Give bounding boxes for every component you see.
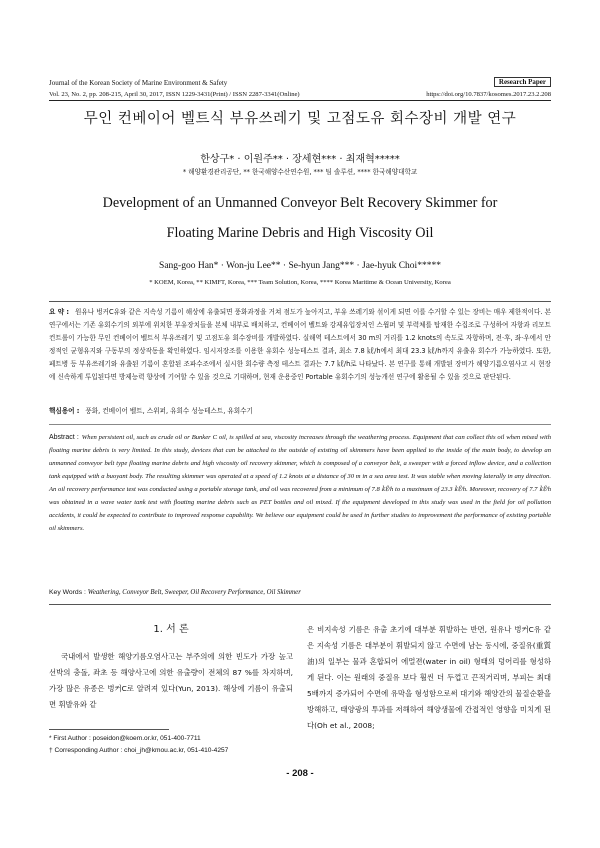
keywords-rule (49, 424, 551, 425)
footnotes (49, 733, 293, 757)
english-keywords-label: Key Words : (49, 589, 86, 596)
english-title-line-2: Floating Marine Debris and High Viscosity Oil (166, 225, 434, 241)
korean-authors: 한상구* · 이원주** · 장세현*** · 최재혁***** (200, 154, 400, 165)
english-affiliations: * KOEM, Korea, ** KIMFT, Korea, *** Team Solution, Korea, **** Korea Maritime & Ocean University, Korea (149, 279, 451, 286)
korean-abstract (49, 306, 551, 384)
korean-keywords-text: 풍화, 컨베이어 벨트, 스위퍼, 유회수 성능테스트, 유회수기 (85, 407, 253, 415)
korean-keywords-label: 핵심용어 : (49, 407, 80, 415)
journal-name: Journal of the Korean Society of Marine Environment & Safety (49, 79, 228, 87)
english-abstract-label: Abstract : (49, 434, 79, 441)
volume-info: Vol. 23, No. 2, pp. 208-215, April 30, 2017, ISSN 1229-3431(Print) / ISSN 2287-3341(Online) (49, 91, 300, 98)
english-keywords (49, 589, 551, 596)
section-heading: 1. 서 론 (153, 624, 189, 635)
header-rule (49, 100, 551, 101)
intro-paragraph-left: 국내에서 발생한 해양기름오염사고는 부주의에 의한 빈도가 가장 높고 선박의 충돌, 좌초 등 해양사고에 의한 유출량이 전체의 87 %를 차지하며, 가장 많은 유종은 벙커C로 알려져 있다(Yun, 2013). 해상에 기름이 유출되면 휘발유와 같 (49, 652, 293, 709)
footnote-rule (49, 729, 169, 730)
abstract-rule (49, 301, 551, 302)
right-column (307, 622, 551, 734)
english-keywords-text: Weathering, Conveyor Belt, Sweeper, Oil Recovery Performance, Oil Skimmer (87, 589, 301, 596)
korean-abstract-text: 원유나 벙커C유와 같은 지속성 기름이 해상에 유출되면 풍화과정을 거쳐 점도가 높아지고, 부유 쓰레기와 섞이게 되면 이를 수거할 수 있는 장비는 매우 제한적이다. 본 연구에서는 기존 유회수기의 외부에 위치한 부유장치들을 본체 내부로 배치하고, 컨베이어 벨트와 강제유입장치인 스윕퍼 및 부력체를 탑재한 수집조로 구성하여 자항과 리모트컨트롤이 가능한 무인 컨베이어 벨트식 부유쓰레기 및 고점도유 회수장비를 개발하였다. 실해역 테스트에서 30 m의 거리를 1.2 knots의 속도로 자항하며, 전·후, 좌·우에서 안정적인 균형유지와 구동부의 정상작동을 확인하였다. 임시저장조를 이용한 유회수 성능테스트 결과, 최소 7.8 ㎘/h에서 최대 23.3 ㎘/h까지 유출유 회수가 가능하였다. 또한, 페트병 등 부유쓰레기와 유출된 기름이 혼합된 조파수조에서 실시한 회수량 측정 테스트 결과는 7.7 ㎘/h로 나타났다. 본 연구를 통해 개발된 장비가 해양기름오염사고 시 현장에 신속하게 투입된다면 방제능력 향상에 기여할 수 있을 것으로 기대하며, 현재 운용중인 Portable 유회수기의 성능개선 연구에 활용될 수 있을 것으로 판단된다. (49, 308, 551, 381)
korean-title: 무인 컨베이어 벨트식 부유쓰레기 및 고점도유 회수장비 개발 연구 (83, 111, 517, 127)
english-keywords-rule (49, 604, 551, 605)
korean-affiliations: * 해양환경관리공단, ** 한국해양수산연수원, *** 팀 솔루션, **** 한국해양대학교 (182, 168, 418, 176)
article-type-badge: Research Paper (494, 77, 551, 87)
left-column (49, 620, 293, 713)
english-abstract-text: When persistent oil, such as crude oil or Bunker C oil, is spilled at sea, viscosity increases through the weathering process. Equipment that can collect this oil when mixed with floating marine debris is very limited. In this study, devices that can be attached to the outside of existing oil skimmers have been applied to the inside of the main body, to develop an unmanned conveyor belt type floating marine debris and high viscosity oil recovery skimmer, which is composed of a conveyor belt, a sweeper with a forced inflow device, and a collection tank equipped with a buoyant body. The resulting skimmer was operated at a speed of 1.2 knots at a distance of 30 m in a sea area test. It was stable when moving laterally in any direction. An oil recovery performance test was conducted using a portable storage tank, and oil was recovered from a minimum of 7.8 ㎘/h to a maximum of 23.3 ㎘/h. Moreover, recovery of 7.7 ㎘/h was obtained in a wave water tank test with floating marine debris such as PET bottles and oil mixed. If the equipment developed in this study was used in the field for oil pollution accidents, it could be expected to contribute to improved response capability. We believe our equipment could be used in further studies to improvement the performance of existing portable oil skimmers. (49, 434, 551, 532)
korean-abstract-label: 요 약 : (49, 308, 70, 316)
english-abstract (49, 431, 551, 535)
first-author-footnote: * First Author : poseidon@koem.or.kr, 051-400-7711 (49, 735, 201, 742)
doi-link[interactable]: https://doi.org/10.7837/kosomes.2017.23.2.208 (426, 91, 551, 98)
corresponding-author-footnote: † Corresponding Author : choi_jh@kmou.ac.kr, 051-410-4257 (49, 747, 229, 754)
intro-paragraph-right: 은 비지속성 기름은 유출 초기에 대부분 휘발하는 반면, 원유나 벙커C유 같은 지속성 기름은 대부분이 휘발되지 않고 수면에 남는 동시에, 중질유(重質油)의 일부는 물과 혼합되어 에멀젼(water in oil) 형태의 덩어리를 형성하게 된다. 이는 원래의 중질유 보다 훨씬 더 두껍고 끈적거리며, 부피는 최대 5배까지 증가되어 수면에 유막을 형성함으로써 대기와 해양간의 물질순환을 방해하고, 태양광의 투과를 저해하여 해양생물에 간접적인 영향을 미치게 된다(Oh et al., 2008; (307, 625, 551, 730)
korean-keywords (49, 405, 551, 415)
page-number: - 208 - (286, 768, 314, 779)
english-authors: Sang-goo Han* · Won-ju Lee** · Se-hyun Jang*** · Jae-hyuk Choi***** (159, 261, 441, 271)
english-title-line-1: Development of an Unmanned Conveyor Belt Recovery Skimmer for (102, 195, 498, 211)
